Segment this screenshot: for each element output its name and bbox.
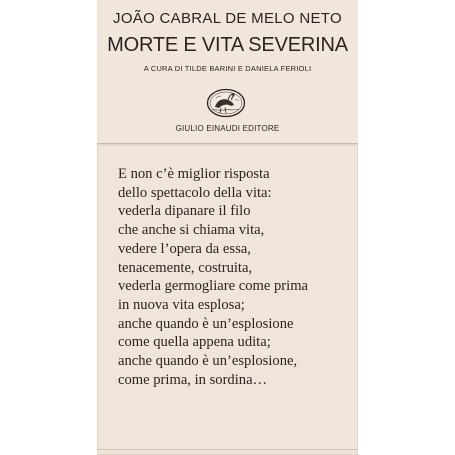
poem-line: anche quando è un’esplosione, — [118, 353, 298, 370]
poem-line: vederla dipanare il filo — [118, 203, 251, 220]
book-title: MORTE E VITA SEVERINA — [107, 34, 348, 56]
poem-line: vedere l’opera da essa, — [118, 240, 251, 257]
cover-bottom-edge — [97, 449, 358, 450]
poem-line: anche quando è un’esplosione — [118, 315, 294, 332]
poem-excerpt — [118, 165, 348, 389]
poem-line: tenacemente, costruita, — [118, 259, 253, 276]
author-name: JOÃO CABRAL DE MELO NETO — [113, 10, 342, 27]
poem-line: in nuova vita esplosa; — [118, 296, 245, 313]
book-cover — [97, 0, 358, 455]
cover-band-shadow — [97, 144, 358, 146]
editors-credit: A CURA DI TILDE BARINI E DANIELA FERIOLI — [143, 64, 312, 73]
cover-header — [97, 0, 358, 143]
poem-line: vederla germogliare come prima — [118, 278, 309, 295]
poem-line: E non c’è miglior risposta — [118, 166, 270, 182]
ostrich-emblem-icon — [206, 88, 246, 118]
poem-line: come quella appena udita; — [118, 334, 271, 351]
poem-line: come prima, in sordina… — [118, 371, 268, 388]
publisher-name: GIULIO EINAUDI EDITORE — [175, 124, 280, 133]
poem-line: dello spettacolo della vita: — [118, 184, 272, 201]
poem-line: che anche si chiama vita, — [118, 222, 265, 239]
